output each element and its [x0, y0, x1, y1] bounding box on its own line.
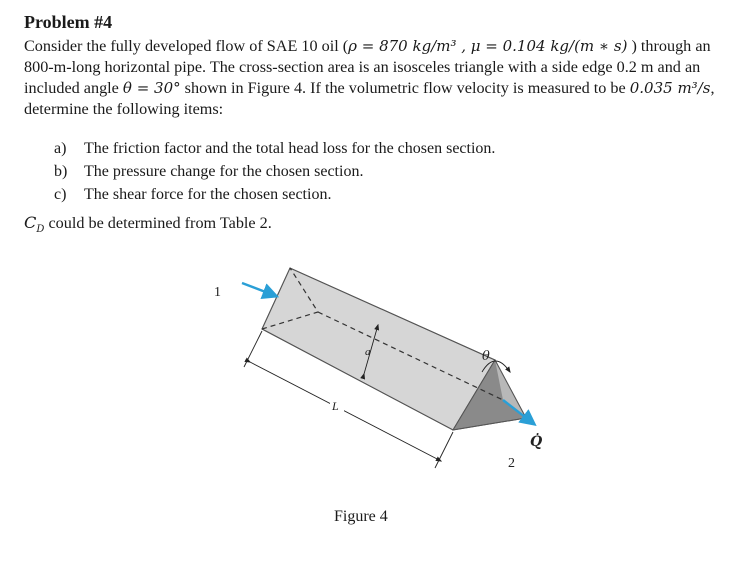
- task-text: The friction factor and the total head loss for the chosen section.: [84, 140, 496, 157]
- label-a: a: [365, 346, 371, 358]
- angle-expr: θ = 30°: [122, 79, 181, 97]
- statement-text-2: ) through an 800-m-long horizontal pipe. The cross-section area is an isosceles triangle with a side edge 0.2 m and an included angle: [24, 37, 711, 97]
- statement-text-1: Consider the fully developed flow of SAE 10 oil (: [24, 37, 349, 55]
- note-text: could be determined from Table 2.: [44, 214, 272, 232]
- task-text: The pressure change for the chosen section.: [84, 163, 364, 180]
- label-section-1: 1: [214, 285, 221, 300]
- problem-title: Problem #4: [24, 12, 113, 32]
- label-L: L: [332, 399, 339, 413]
- cd-letter: C: [24, 213, 37, 232]
- task-text: The shear force for the chosen section.: [84, 186, 332, 203]
- task-label: c): [54, 186, 67, 203]
- statement-text-4: , determine the following items:: [24, 79, 715, 118]
- task-label: b): [54, 163, 68, 180]
- figure-caption-text: Figure 4: [334, 508, 388, 525]
- label-flow-rate: Q̇: [530, 434, 543, 450]
- inlet-flow-arrow: [242, 283, 276, 296]
- prism-top-face: [262, 268, 495, 430]
- extension-line-1: [244, 331, 262, 367]
- extension-line-2: [435, 432, 453, 468]
- task-label: a): [54, 140, 67, 157]
- label-section-2: 2: [508, 456, 515, 471]
- fluid-properties-expr: ρ = 870 kg/m³ , μ = 0.104 kg/(m ∗ s): [348, 37, 628, 55]
- flow-rate-expr: 0.035 m³/s: [629, 79, 711, 97]
- label-theta: θ: [482, 349, 490, 364]
- statement-text-3: shown in Figure 4. If the volumetric flow velocity is measured to be: [180, 79, 630, 97]
- cd-subscript: D: [36, 224, 45, 236]
- figure-caption: [334, 508, 388, 526]
